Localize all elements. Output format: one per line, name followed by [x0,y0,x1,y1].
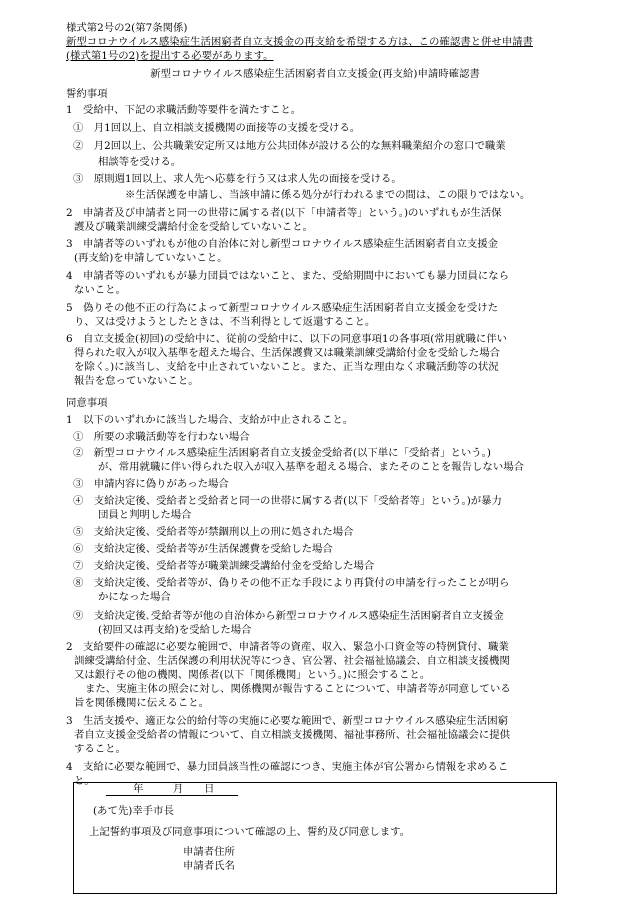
pledge-line: 2 申請者及び申請者と同一の世帯に属する者(以下「申請者等」という。)のいずれもが生活保 [66,207,502,219]
pledge-line: り、又は受けようとしたときは、不当利得として返還すること。 [74,316,376,328]
consent-line: 者自立支援金受給者の情報について、自立相談支援機関、福祉事務所、社会福祉協議会に提供 [74,729,510,741]
pledge-line: ないこと。 [74,284,126,296]
consent-statement: 上記誓約事項及び同意事項について確認の上、誓約及び同意します。 [89,826,411,838]
consent-line: ⑨ 支給決定後､受給者等が他の自治体から新型コロナウイルス感染症生活困窮者自立支援金 [73,610,504,622]
date-year-label: 年 [133,783,144,795]
document-title: 新型コロナウイルス感染症生活困窮者自立支援金(再支給)申請時確認書 [150,68,480,80]
pledge-line: 報告を怠っていないこと。 [74,375,199,387]
consent-line: 2 支給要件の確認に必要な範囲で、申請者等の資産、収入、緊急小口資金等の特例貸付、職業 [66,641,509,653]
date-month-label: 月 [173,783,184,795]
consent-line: と。 [74,775,95,787]
consent-line: が、常用就職に伴い得られた収入が収入基準を超える場合、またそのことを報告しない場合 [98,461,525,473]
consent-line: 3 生活支援や、適正な公的給付等の実施に必要な範囲で、新型コロナウイルス感染症生活困窮 [66,715,508,727]
consent-line: すること。 [74,743,126,755]
pledge-line: 3 申請者等のいずれもが他の自治体に対し新型コロナウイルス感染症生活困窮者自立支援金 [66,238,498,250]
consent-line: 団員と判明した場合 [98,509,192,521]
addressee: (あて先)幸手市長 [93,805,174,817]
consent-line: 1 以下のいずれかに該当した場合、支給が中止されること。 [66,414,354,426]
pledge-heading: 誓約事項 [66,88,108,100]
consent-line: また、実施主体の照会に対し、関係機関が報告することについて、申請者等が同意している [85,683,511,695]
pledge-line: ③ 原則週1回以上、求人先へ応募を行う又は求人先の面接を受ける。 [73,173,402,185]
consent-line: 旨を関係機関に伝えること。 [74,697,210,709]
applicant-address-label: 申請者住所 [183,846,235,858]
consent-line: 又は銀行その他の機関、関係者(以下「関係機関」という。)に照会すること。 [74,669,431,681]
pledge-line: (再支給)を申請していないこと。 [74,252,228,264]
consent-heading: 同意事項 [66,397,108,409]
consent-line: ⑦ 支給決定後、受給者等が職業訓練受講給付金を受給した場合 [73,560,375,572]
consent-line: ⑥ 支給決定後、受給者等が生活保護費を受給した場合 [73,543,333,555]
pledge-line: ① 月1回以上、自立相談支援機関の面接等の支援を受ける。 [73,122,361,134]
notice-line-1: 新型コロナウイルス感染症生活困窮者自立支援金の再支給を希望する方は、この確認書と併せ申請書 [66,36,533,48]
pledge-line: 相談等を受ける。 [98,156,182,168]
date-underline [106,795,238,796]
consent-line: かになった場合 [98,591,171,603]
consent-line: ④ 支給決定後、受給者と受給者と同一の世帯に属する者(以下「受給者等」という。)が暴力 [73,495,502,507]
pledge-line: ② 月2回以上、公共職業安定所又は地方公共団体が設ける公的な無料職業紹介の窓口で職業 [73,140,506,152]
applicant-name-label: 申請者氏名 [183,860,235,872]
pledge-line: 得られた収入が収入基準を超えた場合、生活保護費又は職業訓練受講給付金を受給した場合 [74,347,501,359]
pledge-line: 5 偽りその他不正の行為によって新型コロナウイルス感染症生活困窮者自立支援金を受けた [66,302,498,314]
pledge-line: 4 申請者等のいずれもが暴力団員ではないこと、また、受給期間中においても暴力団員になら [66,270,510,282]
notice-line-2: (様式第1号の2)を提出する必要があります。 [66,50,274,62]
consent-line: ⑧ 支給決定後、受給者等が、偽りその他不正な手段により再貸付の申請を行ったことが明ら [73,577,510,589]
consent-line: ① 所要の求職活動等を行わない場合 [73,431,250,443]
form-number: 様式第2号の2(第7条関係) [66,22,188,34]
date-day-label: 日 [204,783,215,795]
pledge-line: 護及び職業訓練受講給付金を受給していないこと。 [74,221,313,233]
pledge-line: 1 受給中、下記の求職活動等要件を満たすこと。 [66,104,302,116]
consent-line: ⑤ 支給決定後、受給者等が禁錮刑以上の刑に処された場合 [73,526,354,538]
consent-line: ② 新型コロナウイルス感染症生活困窮者自立支援金受給者(以下単に「受給者」という。) [73,447,491,459]
consent-line: ③ 申請内容に偽りがあった場合 [73,478,229,490]
consent-line: 訓練受講給付金、生活保護の利用状況等につき、官公署、社会福祉協議会、自立相談支援機関 [74,655,510,667]
pledge-line: を除く。)に該当し、支給を中止されていないこと。また、正当な理由なく求職活動等の状況 [74,361,499,373]
consent-line: (初回又は再支給)を受給した場合 [98,624,252,636]
pledge-line: ※生活保護を申請し、当該申請に係る処分が行われるまでの間は、この限りではない。 [125,189,531,201]
pledge-line: 6 自立支援金(初回)の受給中に、従前の受給中に、以下の同意事項1の各事項(常用就職に伴い [66,333,508,345]
consent-line: 4 支給に必要な範囲で、暴力団員該当性の確認につき、実施主体が官公署から情報を求めるこ [66,761,509,773]
